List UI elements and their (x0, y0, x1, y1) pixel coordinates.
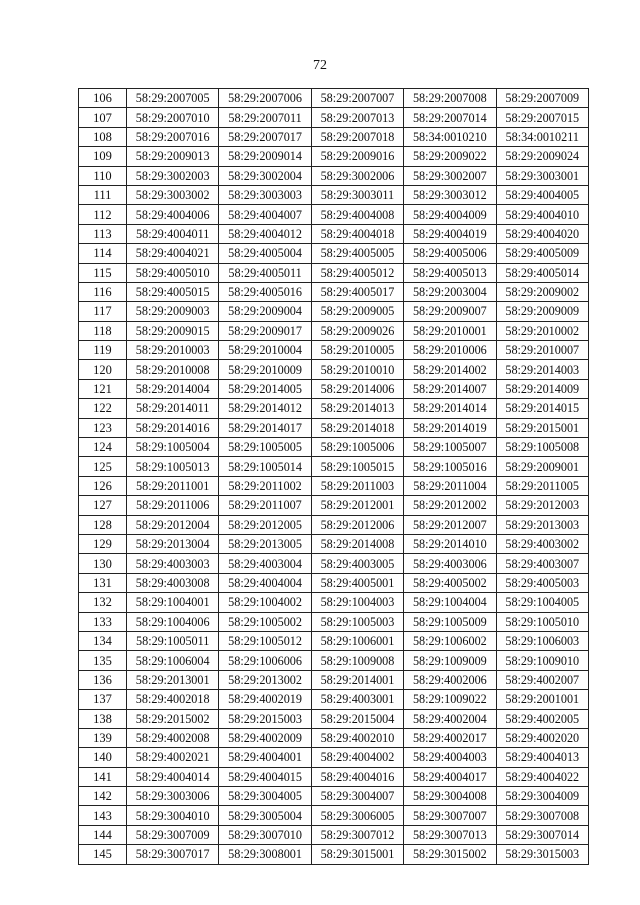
cadastral-number-cell: 58:29:2014013 (311, 399, 403, 418)
cadastral-number-cell: 58:29:2009007 (404, 302, 496, 321)
cadastral-number-cell: 58:29:2015004 (311, 709, 403, 728)
cadastral-number-cell: 58:29:1004005 (496, 593, 588, 612)
cadastral-number-cell: 58:29:1005013 (127, 457, 219, 476)
cadastral-number-cell: 58:29:4004021 (127, 244, 219, 263)
cadastral-number-cell: 58:29:2007009 (496, 89, 588, 108)
cadastral-number-cell: 58:29:3003002 (127, 185, 219, 204)
cadastral-number-cell: 58:29:2012007 (404, 515, 496, 534)
table-row (79, 806, 589, 825)
cadastral-number-cell: 58:29:2007016 (127, 127, 219, 146)
cadastral-number-cell: 58:29:4002010 (311, 728, 403, 747)
cadastral-number-cell: 58:29:2011003 (311, 476, 403, 495)
cadastral-number-cell: 58:29:2014014 (404, 399, 496, 418)
cadastral-number-cell: 58:29:2012005 (219, 515, 311, 534)
cadastral-number-cell: 58:29:2015001 (496, 418, 588, 437)
table-row (79, 728, 589, 747)
row-number-cell: 121 (79, 379, 127, 398)
cadastral-number-cell: 58:29:2007011 (219, 108, 311, 127)
cadastral-number-cell: 58:29:4005003 (496, 573, 588, 592)
cadastral-number-cell: 58:29:4004003 (404, 748, 496, 767)
cadastral-number-cell: 58:29:3004008 (404, 787, 496, 806)
table-row (79, 748, 589, 767)
cadastral-number-cell: 58:29:3003001 (496, 166, 588, 185)
cadastral-number-cell: 58:29:2009003 (127, 302, 219, 321)
cadastral-number-cell: 58:29:1006004 (127, 651, 219, 670)
cadastral-number-cell: 58:29:4004019 (404, 224, 496, 243)
cadastral-number-cell: 58:29:2014001 (311, 670, 403, 689)
cadastral-number-cell: 58:29:2012003 (496, 496, 588, 515)
cadastral-number-cell: 58:29:1009010 (496, 651, 588, 670)
cadastral-number-cell: 58:29:2009026 (311, 321, 403, 340)
cadastral-number-cell: 58:29:4005011 (219, 263, 311, 282)
cadastral-number-cell: 58:29:1009022 (404, 690, 496, 709)
cadastral-number-cell: 58:29:2009001 (496, 457, 588, 476)
cadastral-number-cell: 58:29:2003004 (404, 282, 496, 301)
row-number-cell: 131 (79, 573, 127, 592)
cadastral-number-cell: 58:29:2014019 (404, 418, 496, 437)
table-body (79, 89, 589, 865)
cadastral-number-cell: 58:29:2014007 (404, 379, 496, 398)
cadastral-number-cell: 58:29:2007006 (219, 89, 311, 108)
cadastral-number-cell: 58:29:2014016 (127, 418, 219, 437)
cadastral-number-cell: 58:29:4005001 (311, 573, 403, 592)
cadastral-number-cell: 58:34:0010211 (496, 127, 588, 146)
row-number-cell: 145 (79, 845, 127, 864)
cadastral-number-cell: 58:29:4003006 (404, 554, 496, 573)
row-number-cell: 139 (79, 728, 127, 747)
cadastral-number-cell: 58:29:2009024 (496, 147, 588, 166)
cadastral-number-cell: 58:29:1005004 (127, 438, 219, 457)
row-number-cell: 117 (79, 302, 127, 321)
cadastral-number-cell: 58:29:2014015 (496, 399, 588, 418)
cadastral-number-cell: 58:29:2007017 (219, 127, 311, 146)
row-number-cell: 126 (79, 476, 127, 495)
cadastral-number-cell: 58:29:2009013 (127, 147, 219, 166)
cadastral-number-cell: 58:29:4004016 (311, 767, 403, 786)
cadastral-number-cell: 58:29:4004011 (127, 224, 219, 243)
cadastral-number-cell: 58:29:4005015 (127, 282, 219, 301)
table-row (79, 127, 589, 146)
cadastral-number-cell: 58:29:2013002 (219, 670, 311, 689)
row-number-cell: 124 (79, 438, 127, 457)
cadastral-number-cell: 58:29:3015002 (404, 845, 496, 864)
cadastral-number-cell: 58:29:2010003 (127, 341, 219, 360)
cadastral-number-cell: 58:29:1004003 (311, 593, 403, 612)
table-row (79, 89, 589, 108)
cadastral-number-cell: 58:29:1005007 (404, 438, 496, 457)
cadastral-number-cell: 58:29:3003012 (404, 185, 496, 204)
table-row (79, 787, 589, 806)
cadastral-number-cell: 58:29:3008001 (219, 845, 311, 864)
cadastral-number-cell: 58:29:3007010 (219, 825, 311, 844)
cadastral-number-cell: 58:29:4004014 (127, 767, 219, 786)
table-row (79, 690, 589, 709)
table-row (79, 496, 589, 515)
cadastral-number-cell: 58:29:4002018 (127, 690, 219, 709)
cadastral-number-cell: 58:29:4004013 (496, 748, 588, 767)
cadastral-number-cell: 58:29:4004022 (496, 767, 588, 786)
row-number-cell: 123 (79, 418, 127, 437)
cadastral-number-cell: 58:29:4003004 (219, 554, 311, 573)
cadastral-number-cell: 58:29:3002007 (404, 166, 496, 185)
cadastral-number-cell: 58:29:2015002 (127, 709, 219, 728)
cadastral-number-cell: 58:29:2010004 (219, 341, 311, 360)
table-row (79, 399, 589, 418)
cadastral-number-cell: 58:29:2010002 (496, 321, 588, 340)
cadastral-number-cell: 58:29:3007017 (127, 845, 219, 864)
cadastral-number-cell: 58:29:2009014 (219, 147, 311, 166)
cadastral-number-cell: 58:29:3004010 (127, 806, 219, 825)
cadastral-number-cell: 58:29:4003008 (127, 573, 219, 592)
table-row (79, 845, 589, 864)
cadastral-number-cell: 58:29:4005016 (219, 282, 311, 301)
cadastral-number-cell: 58:29:3007012 (311, 825, 403, 844)
cadastral-number-cell: 58:29:4004012 (219, 224, 311, 243)
table-row (79, 651, 589, 670)
cadastral-number-cell: 58:29:2009017 (219, 321, 311, 340)
row-number-cell: 115 (79, 263, 127, 282)
cadastral-number-cell: 58:29:2014009 (496, 379, 588, 398)
cadastral-number-cell: 58:29:1009009 (404, 651, 496, 670)
row-number-cell: 108 (79, 127, 127, 146)
cadastral-number-cell: 58:29:1005009 (404, 612, 496, 631)
table-row (79, 418, 589, 437)
row-number-cell: 132 (79, 593, 127, 612)
row-number-cell: 122 (79, 399, 127, 418)
row-number-cell: 130 (79, 554, 127, 573)
row-number-cell: 140 (79, 748, 127, 767)
row-number-cell: 109 (79, 147, 127, 166)
cadastral-number-cell: 58:29:3002006 (311, 166, 403, 185)
cadastral-number-cell: 58:29:1006003 (496, 631, 588, 650)
cadastral-number-cell: 58:29:2014008 (311, 534, 403, 553)
row-number-cell: 135 (79, 651, 127, 670)
table-row (79, 515, 589, 534)
cadastral-number-cell: 58:29:4005006 (404, 244, 496, 263)
cadastral-number-cell: 58:29:4004005 (496, 185, 588, 204)
cadastral-number-cell: 58:29:2007018 (311, 127, 403, 146)
cadastral-number-cell: 58:29:4004020 (496, 224, 588, 243)
cadastral-number-cell: 58:29:4002017 (404, 728, 496, 747)
cadastral-number-cell: 58:29:4003005 (311, 554, 403, 573)
row-number-cell: 114 (79, 244, 127, 263)
row-number-cell: 144 (79, 825, 127, 844)
cadastral-number-cell: 58:29:1004006 (127, 612, 219, 631)
cadastral-number-cell: 58:29:2014017 (219, 418, 311, 437)
table-row (79, 631, 589, 650)
cadastral-number-cell: 58:29:2015003 (219, 709, 311, 728)
cadastral-number-cell: 58:29:3004009 (496, 787, 588, 806)
cadastral-number-cell: 58:29:3006005 (311, 806, 403, 825)
cadastral-number-cell: 58:29:3003011 (311, 185, 403, 204)
cadastral-number-cell: 58:29:1005015 (311, 457, 403, 476)
cadastral-number-cell: 58:29:2012006 (311, 515, 403, 534)
row-number-cell: 133 (79, 612, 127, 631)
cadastral-number-cell: 58:29:2011002 (219, 476, 311, 495)
row-number-cell: 110 (79, 166, 127, 185)
cadastral-number-cell: 58:29:3002004 (219, 166, 311, 185)
cadastral-table-container (78, 88, 588, 865)
cadastral-number-cell: 58:29:4002006 (404, 670, 496, 689)
cadastral-number-cell: 58:29:3002003 (127, 166, 219, 185)
table-row (79, 554, 589, 573)
cadastral-number-cell: 58:29:4003003 (127, 554, 219, 573)
cadastral-number-cell: 58:29:4005013 (404, 263, 496, 282)
cadastral-number-cell: 58:29:2007013 (311, 108, 403, 127)
cadastral-number-cell: 58:29:1005008 (496, 438, 588, 457)
table-row (79, 321, 589, 340)
cadastral-number-cell: 58:29:4004008 (311, 205, 403, 224)
row-number-cell: 142 (79, 787, 127, 806)
cadastral-number-cell: 58:29:2011005 (496, 476, 588, 495)
cadastral-number-cell: 58:29:4004009 (404, 205, 496, 224)
cadastral-number-cell: 58:29:4005012 (311, 263, 403, 282)
cadastral-number-cell: 58:29:4005017 (311, 282, 403, 301)
cadastral-number-cell: 58:29:2010005 (311, 341, 403, 360)
cadastral-number-cell: 58:29:1005010 (496, 612, 588, 631)
cadastral-number-cell: 58:29:2010010 (311, 360, 403, 379)
row-number-cell: 120 (79, 360, 127, 379)
table-row (79, 341, 589, 360)
row-number-cell: 113 (79, 224, 127, 243)
cadastral-number-cell: 58:29:4004002 (311, 748, 403, 767)
cadastral-number-cell: 58:29:4005002 (404, 573, 496, 592)
cadastral-number-cell: 58:29:4004010 (496, 205, 588, 224)
cadastral-number-cell: 58:29:2007007 (311, 89, 403, 108)
cadastral-number-cell: 58:29:1006006 (219, 651, 311, 670)
row-number-cell: 112 (79, 205, 127, 224)
cadastral-number-cell: 58:29:4004018 (311, 224, 403, 243)
cadastral-number-cell: 58:29:2009015 (127, 321, 219, 340)
cadastral-number-cell: 58:29:2007014 (404, 108, 496, 127)
cadastral-number-cell: 58:29:3007009 (127, 825, 219, 844)
cadastral-number-cell: 58:29:1005003 (311, 612, 403, 631)
cadastral-number-cell: 58:29:4002009 (219, 728, 311, 747)
row-number-cell: 136 (79, 670, 127, 689)
cadastral-number-cell: 58:29:3007013 (404, 825, 496, 844)
table-row (79, 244, 589, 263)
cadastral-number-cell: 58:29:4005010 (127, 263, 219, 282)
table-row (79, 825, 589, 844)
table-row (79, 302, 589, 321)
cadastral-number-cell: 58:29:2010008 (127, 360, 219, 379)
row-number-cell: 111 (79, 185, 127, 204)
cadastral-number-cell: 58:29:2009004 (219, 302, 311, 321)
cadastral-number-cell: 58:29:4002019 (219, 690, 311, 709)
cadastral-number-cell: 58:29:2014018 (311, 418, 403, 437)
table-row (79, 166, 589, 185)
row-number-cell: 106 (79, 89, 127, 108)
cadastral-number-cell: 58:29:2007015 (496, 108, 588, 127)
cadastral-number-cell: 58:29:2014011 (127, 399, 219, 418)
table-row (79, 224, 589, 243)
cadastral-number-cell: 58:29:4005004 (219, 244, 311, 263)
cadastral-number-cell: 58:29:1005014 (219, 457, 311, 476)
cadastral-number-cell: 58:29:3004005 (219, 787, 311, 806)
cadastral-number-cell: 58:29:3007008 (496, 806, 588, 825)
table-row (79, 709, 589, 728)
table-row (79, 593, 589, 612)
cadastral-number-cell: 58:29:2012004 (127, 515, 219, 534)
table-row (79, 147, 589, 166)
cadastral-number-cell: 58:29:3003006 (127, 787, 219, 806)
cadastral-number-cell: 58:29:2014003 (496, 360, 588, 379)
table-row (79, 457, 589, 476)
table-row (79, 573, 589, 592)
cadastral-table (78, 88, 589, 865)
row-number-cell: 137 (79, 690, 127, 709)
table-row (79, 108, 589, 127)
table-row (79, 670, 589, 689)
cadastral-number-cell: 58:29:3015001 (311, 845, 403, 864)
cadastral-number-cell: 58:29:4002008 (127, 728, 219, 747)
cadastral-number-cell: 58:29:4004007 (219, 205, 311, 224)
table-row (79, 612, 589, 631)
cadastral-number-cell: 58:29:4004015 (219, 767, 311, 786)
cadastral-number-cell: 58:29:4004006 (127, 205, 219, 224)
cadastral-number-cell: 58:29:4003002 (496, 534, 588, 553)
row-number-cell: 118 (79, 321, 127, 340)
cadastral-number-cell: 58:29:2010007 (496, 341, 588, 360)
cadastral-number-cell: 58:29:2014002 (404, 360, 496, 379)
cadastral-number-cell: 58:29:1005016 (404, 457, 496, 476)
cadastral-number-cell: 58:29:2012002 (404, 496, 496, 515)
cadastral-number-cell: 58:29:3007014 (496, 825, 588, 844)
cadastral-number-cell: 58:29:4004017 (404, 767, 496, 786)
cadastral-number-cell: 58:29:4004001 (219, 748, 311, 767)
cadastral-number-cell: 58:29:4005005 (311, 244, 403, 263)
cadastral-number-cell: 58:29:2011006 (127, 496, 219, 515)
row-number-cell: 143 (79, 806, 127, 825)
table-row (79, 205, 589, 224)
cadastral-number-cell: 58:29:3004007 (311, 787, 403, 806)
row-number-cell: 128 (79, 515, 127, 534)
cadastral-number-cell: 58:29:1005005 (219, 438, 311, 457)
cadastral-number-cell: 58:29:4004004 (219, 573, 311, 592)
cadastral-number-cell: 58:29:2013004 (127, 534, 219, 553)
cadastral-number-cell: 58:29:1004004 (404, 593, 496, 612)
cadastral-number-cell: 58:29:1005006 (311, 438, 403, 457)
row-number-cell: 125 (79, 457, 127, 476)
cadastral-number-cell: 58:29:2011007 (219, 496, 311, 515)
row-number-cell: 119 (79, 341, 127, 360)
cadastral-number-cell: 58:29:1004002 (219, 593, 311, 612)
page-number: 72 (313, 58, 327, 73)
cadastral-number-cell: 58:29:2011001 (127, 476, 219, 495)
table-row (79, 438, 589, 457)
cadastral-number-cell: 58:29:4002007 (496, 670, 588, 689)
cadastral-number-cell: 58:29:2009005 (311, 302, 403, 321)
cadastral-number-cell: 58:29:2010006 (404, 341, 496, 360)
table-row (79, 360, 589, 379)
cadastral-number-cell: 58:29:4002005 (496, 709, 588, 728)
cadastral-number-cell: 58:29:4003007 (496, 554, 588, 573)
row-number-cell: 129 (79, 534, 127, 553)
cadastral-number-cell: 58:29:1005012 (219, 631, 311, 650)
table-row (79, 263, 589, 282)
cadastral-number-cell: 58:29:2007005 (127, 89, 219, 108)
cadastral-number-cell: 58:29:3007007 (404, 806, 496, 825)
cadastral-number-cell: 58:29:2013005 (219, 534, 311, 553)
cadastral-number-cell: 58:29:2011004 (404, 476, 496, 495)
cadastral-number-cell: 58:29:4005009 (496, 244, 588, 263)
cadastral-number-cell: 58:29:2014006 (311, 379, 403, 398)
cadastral-number-cell: 58:29:4002021 (127, 748, 219, 767)
cadastral-number-cell: 58:29:1006001 (311, 631, 403, 650)
cadastral-number-cell: 58:29:2007008 (404, 89, 496, 108)
cadastral-number-cell: 58:29:2014010 (404, 534, 496, 553)
row-number-cell: 134 (79, 631, 127, 650)
cadastral-number-cell: 58:29:3015003 (496, 845, 588, 864)
cadastral-number-cell: 58:29:2010009 (219, 360, 311, 379)
table-row (79, 767, 589, 786)
row-number-cell: 127 (79, 496, 127, 515)
cadastral-number-cell: 58:29:2009009 (496, 302, 588, 321)
cadastral-number-cell: 58:29:2014005 (219, 379, 311, 398)
cadastral-number-cell: 58:29:1009008 (311, 651, 403, 670)
cadastral-number-cell: 58:29:1004001 (127, 593, 219, 612)
cadastral-number-cell: 58:29:1005011 (127, 631, 219, 650)
table-row (79, 534, 589, 553)
row-number-cell: 107 (79, 108, 127, 127)
cadastral-number-cell: 58:34:0010210 (404, 127, 496, 146)
row-number-cell: 141 (79, 767, 127, 786)
row-number-cell: 138 (79, 709, 127, 728)
cadastral-number-cell: 58:29:2007010 (127, 108, 219, 127)
cadastral-number-cell: 58:29:4005014 (496, 263, 588, 282)
cadastral-number-cell: 58:29:1006002 (404, 631, 496, 650)
cadastral-number-cell: 58:29:2013001 (127, 670, 219, 689)
cadastral-number-cell: 58:29:4003001 (311, 690, 403, 709)
cadastral-number-cell: 58:29:2014012 (219, 399, 311, 418)
cadastral-number-cell: 58:29:3003003 (219, 185, 311, 204)
cadastral-number-cell: 58:29:4002004 (404, 709, 496, 728)
cadastral-number-cell: 58:29:2009002 (496, 282, 588, 301)
cadastral-number-cell: 58:29:2010001 (404, 321, 496, 340)
table-row (79, 185, 589, 204)
cadastral-number-cell: 58:29:2009022 (404, 147, 496, 166)
table-row (79, 476, 589, 495)
cadastral-number-cell: 58:29:3005004 (219, 806, 311, 825)
cadastral-number-cell: 58:29:2012001 (311, 496, 403, 515)
cadastral-number-cell: 58:29:2014004 (127, 379, 219, 398)
table-row (79, 379, 589, 398)
cadastral-number-cell: 58:29:1005002 (219, 612, 311, 631)
cadastral-number-cell: 58:29:2013003 (496, 515, 588, 534)
table-row (79, 282, 589, 301)
cadastral-number-cell: 58:29:2009016 (311, 147, 403, 166)
cadastral-number-cell: 58:29:2001001 (496, 690, 588, 709)
cadastral-number-cell: 58:29:4002020 (496, 728, 588, 747)
row-number-cell: 116 (79, 282, 127, 301)
